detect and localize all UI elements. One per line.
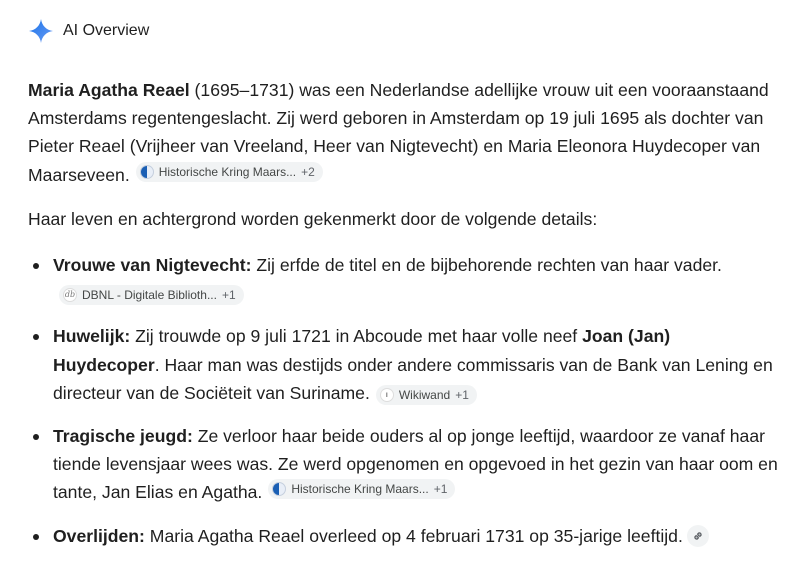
list-item-overlijden [28,522,780,550]
source-chip-historische-kring[interactable] [136,162,323,182]
list-item-vrouwe [28,251,780,307]
list-item-title: Overlijden: [53,525,145,546]
source-chip-dbnl[interactable] [59,285,244,305]
overview-content [28,76,780,565]
source-chip-label: Historische Kring Maars... [291,482,429,497]
sparkle-icon [28,18,54,44]
list-item-title: Vrouwe van Nigtevecht: [53,255,252,276]
source-chip-historische-kring[interactable] [268,479,455,499]
source-chip-more: +2 [301,164,315,179]
list-item-huwelijk [28,322,780,407]
source-chip-more: +1 [433,482,448,497]
ai-overview-header [28,18,149,44]
source-chip-more: +1 [455,387,469,402]
list-item-text: Ze verloor haar beide ouders al op jonge leeftijd, waardoor ze vanaf haar tiende levensjaar wees was. Ze werd opgenomen en opgevoed in het gezin van haar oom en tante, Jan Elias en Agatha. [53,426,778,503]
ai-overview-title: AI Overview [63,22,150,39]
lead-paragraph: Haar leven en achtergrond worden gekenmerkt door de volgende details: [28,208,598,229]
source-chip-wikiwand[interactable] [376,385,477,405]
list-item-title: Tragische jeugd: [53,426,193,447]
list-item-text: Maria Agatha Reael overleed op 4 februari 1731 op 35-jarige leeftijd. [144,525,683,546]
historische-kring-favicon [272,482,286,496]
intro-text: (1695–1731) was een Nederlandse adellijke vrouw uit een vooraanstaand Amsterdams regentengeslacht. Zij werd geboren in Amsterdam op 19 juli 1695 als dochter van Pieter Reael (Vrijheer van Vreeland, Heer van Nigtevecht) en Maria Eleonora Huydecoper van Maarseveen. [28,80,769,185]
wikiwand-favicon: ı [380,388,394,402]
subject-name: Maria Agatha Reael [28,80,190,100]
source-chip-label: DBNL - Digitale Biblioth... [82,288,217,303]
link-icon[interactable] [687,525,709,547]
list-item-title: Huwelijk: [53,326,131,347]
list-item-text: Zij trouwde op 9 juli 1721 in Abcoude met haar volle neef [130,326,583,347]
source-chip-more: +1 [221,288,236,303]
dbnl-favicon: db [63,288,77,302]
list-item-text: Zij erfde de titel en de bijbehorende rechten van haar vader. [251,255,722,276]
spouse-name: Joan (Jan) Huydecoper [53,326,671,375]
historische-kring-favicon [140,165,154,179]
details-list [28,251,780,550]
source-chip-label: Wikiwand [398,387,451,402]
source-chip-label: Historische Kring Maars... [158,164,297,179]
intro-paragraph [28,76,780,189]
list-item-text: . Haar man was destijds onder andere commissaris van de Bank van Lening en directeur van de Sociëteit van Suriname. [53,354,773,403]
list-item-jeugd [28,422,780,507]
